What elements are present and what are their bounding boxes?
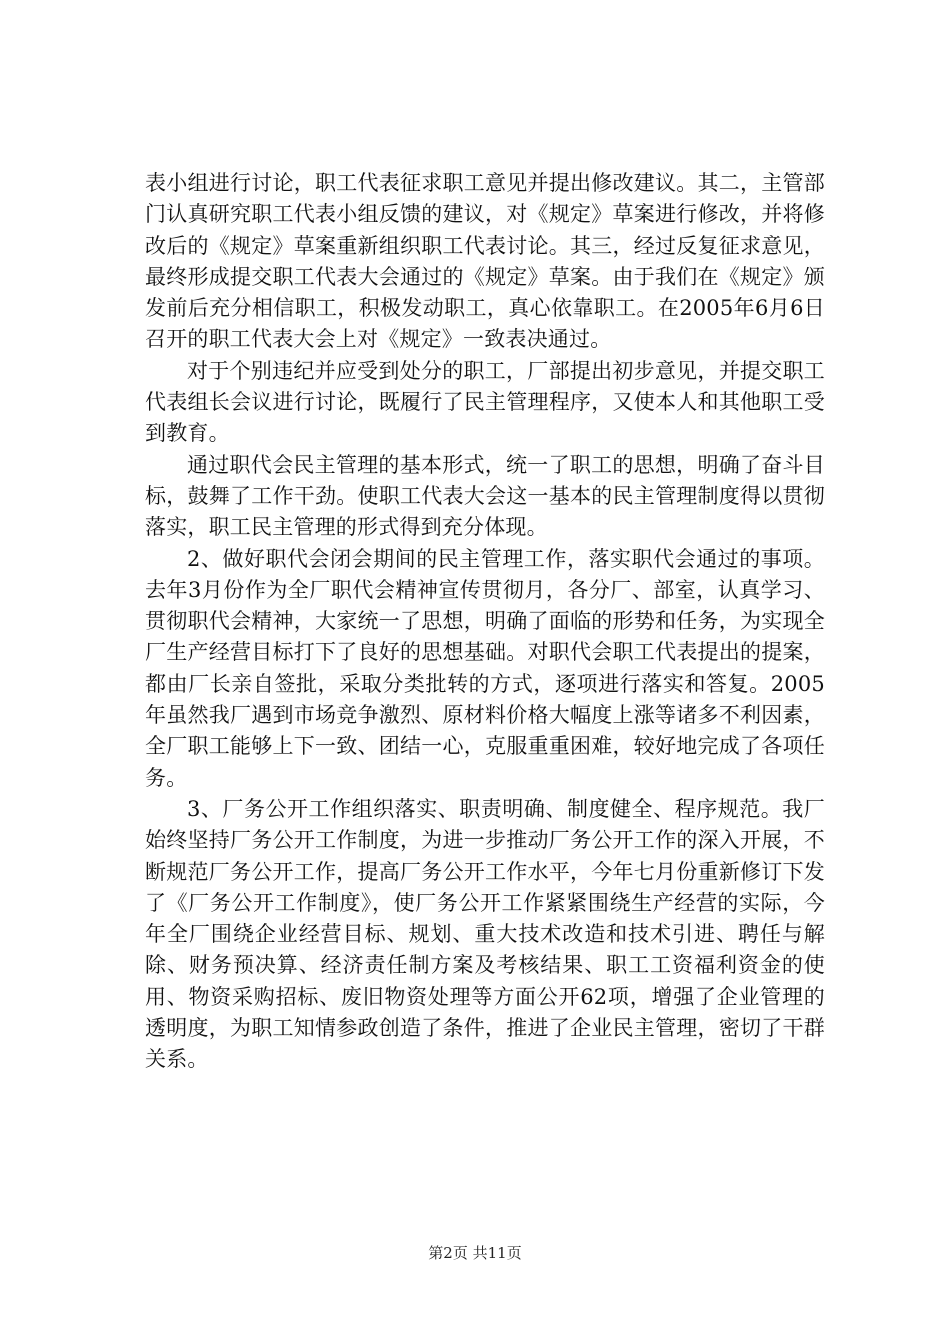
paragraph-democratic-management: 通过职代会民主管理的基本形式，统一了职工的思想，明确了奋斗目标，鼓舞了工作干劲。使职工代表大会这一基本的民主管理制度得以贯彻落实，职工民主管理的形式得到充分体现。 bbox=[145, 452, 825, 540]
page-footer: 第2页 共11页 bbox=[428, 1244, 522, 1262]
paragraph-continuation: 表小组进行讨论，职工代表征求职工意见并提出修改建议。其二，主管部门认真研究职工代表小组反馈的建议，对《规定》草案进行修改，并将修改后的《规定》草案重新组织职工代表讨论。其三，经过反复征求意见，最终形成提交职工代表大会通过的《规定》草案。由于我们在《规定》颁发前后充分相信职工，积极发动职工，真心依靠职工。在2005年6月6日召开的职工代表大会上对《规定》一致表决通过。 bbox=[145, 171, 825, 352]
paragraph-discipline: 对于个别违纪并应受到处分的职工，厂部提出初步意见，并提交职工代表组长会议进行讨论，既履行了民主管理程序，又使本人和其他职工受到教育。 bbox=[145, 358, 825, 446]
paragraph-item-3: 3、厂务公开工作组织落实、职责明确、制度健全、程序规范。我厂始终坚持厂务公开工作制度，为进一步推动厂务公开工作的深入开展，不断规范厂务公开工作，提高厂务公开工作水平，今年七月份重新修订下发了《厂务公开工作制度》，使厂务公开工作紧紧围绕生产经营的实际，今年全厂围绕企业经营目标、规划、重大技术改造和技术引进、聘任与解除、财务预决算、经济责任制方案及考核结果、职工工资福利资金的使用、物资采购招标、废旧物资处理等方面公开62项，增强了企业管理的透明度，为职工知情参政创造了条件，推进了企业民主管理，密切了干群关系。 bbox=[145, 796, 825, 1072]
paragraph-item-2: 2、做好职代会闭会期间的民主管理工作，落实职代会通过的事项。去年3月份作为全厂职代会精神宣传贯彻月，各分厂、部室，认真学习、贯彻职代会精神，大家统一了思想，明确了面临的形势和任务，为实现全厂生产经营目标打下了良好的思想基础。对职代会职工代表提出的提案，都由厂长亲自签批，采取分类批转的方式，逐项进行落实和答复。2005年虽然我厂遇到市场竞争激烈、原材料价格大幅度上涨等诸多不利因素，全厂职工能够上下一致、团结一心，克服重重困难，较好地完成了各项任务。 bbox=[145, 546, 825, 790]
document-body bbox=[145, 168, 825, 1076]
